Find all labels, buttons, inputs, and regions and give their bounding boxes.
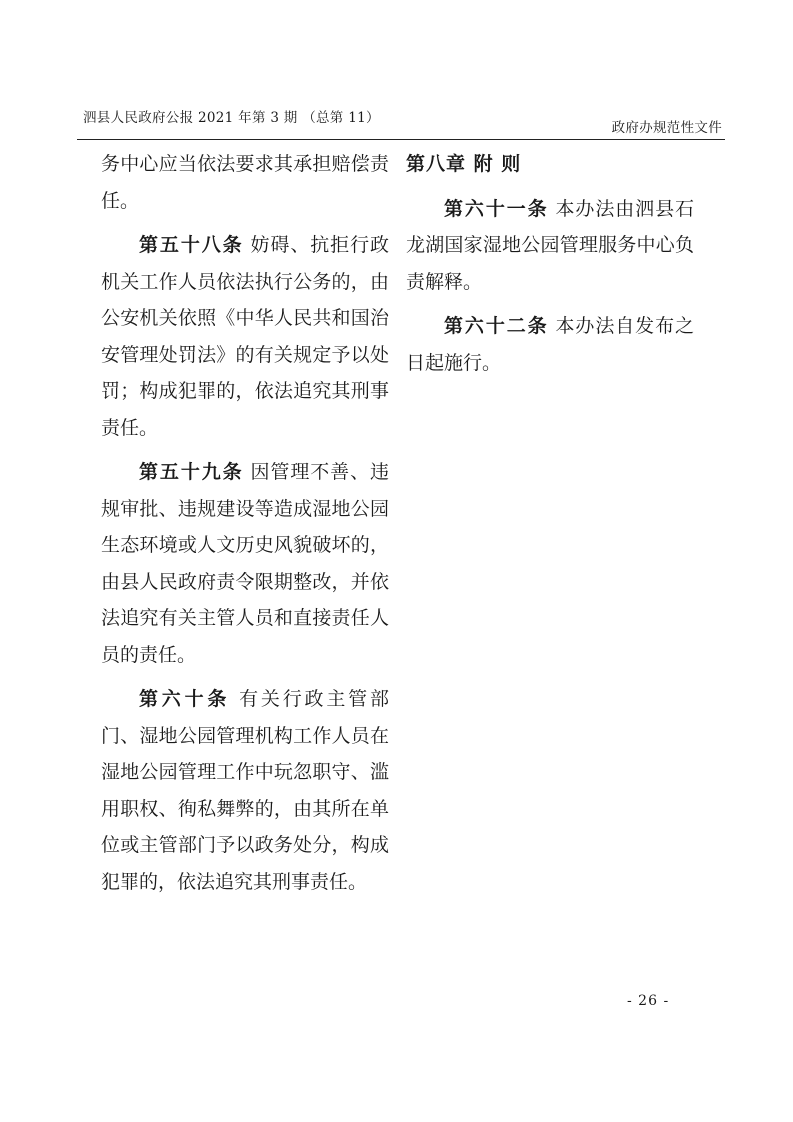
article-62-title: 第六十二条 [444,315,549,337]
article-60-title: 第六十条 [139,688,231,710]
left-column [101,146,389,908]
article-59 [101,454,389,673]
document-category-header: 政府办规范性文件 [611,120,722,136]
article-61-title: 第六十一条 [444,197,549,220]
article-58 [101,227,389,446]
right-column [406,146,694,389]
article-60 [101,681,389,900]
article-61-text: 本办法由泗县石龙湖国家湿地公园管理服务中心负责解释。 [406,197,694,293]
article-58-text: 妨碍、抗拒行政机关工作人员依法执行公务的，由公安机关依照《中华人民共和国治安管理处罚法》的有关规定予以处罚；构成犯罪的，依法追究其刑事责任。 [101,234,389,439]
article-60-text: 有关行政主管部门、湿地公园管理机构工作人员在湿地公园管理工作中玩忽职守、滥用职权、徇私舞弊的，由其所在单位或主管部门予以政务处分，构成犯罪的，依法追究其刑事责任。 [101,688,389,893]
continued-paragraph: 务中心应当依法要求其承担赔偿责任。 [101,153,389,212]
header-divider [77,139,725,140]
article-59-text: 因管理不善、违规审批、违规建设等造成湿地公园生态环境或人文历史风貌破坏的，由县人民政府责令限期整改，并依法追究有关主管人员和直接责任人员的责任。 [101,461,389,666]
article-62-text: 本办法自发布之日起施行。 [406,315,694,374]
page-number: - 26 - [627,993,670,1009]
article-61 [406,191,694,301]
article-59-title: 第五十九条 [139,461,244,483]
bulletin-issue-header: 泗县人民政府公报 2021 年第 3 期 （总第 11） [83,110,380,126]
article-58-title: 第五十八条 [139,234,244,256]
article-62 [406,308,694,381]
chapter-title: 第八章 附 则 [406,153,522,175]
